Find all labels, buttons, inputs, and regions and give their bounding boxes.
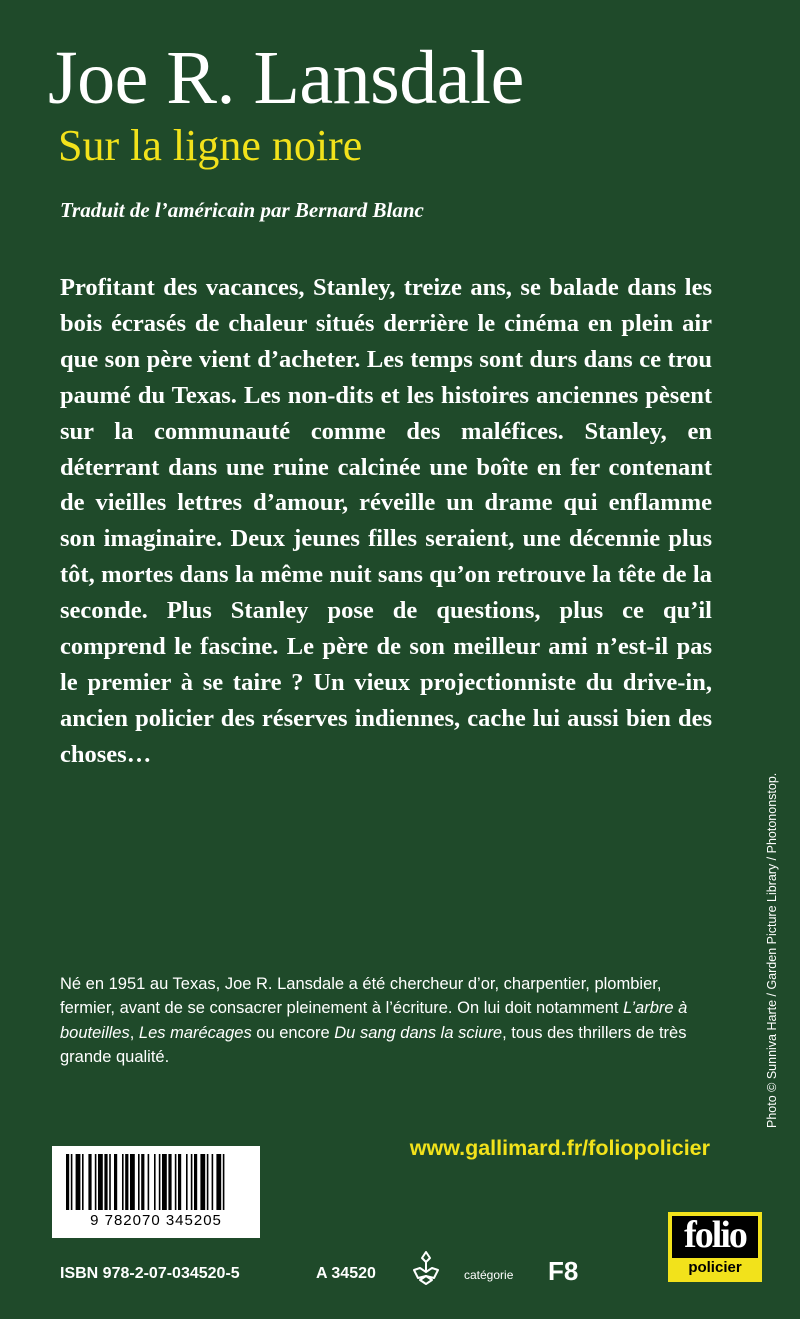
bio-separator: , — [129, 1023, 139, 1042]
barcode-bar — [216, 1154, 221, 1210]
barcode-bar — [125, 1154, 128, 1210]
barcode-bar — [71, 1154, 73, 1210]
barcode-bar — [82, 1154, 84, 1210]
barcode-bar — [207, 1154, 209, 1210]
barcode-bar — [191, 1154, 193, 1210]
barcode-bar — [178, 1154, 181, 1210]
category-label: catégorie — [464, 1268, 514, 1282]
barcode-bar — [141, 1154, 144, 1210]
barcode-bar — [95, 1154, 97, 1210]
barcode-bar — [88, 1154, 91, 1210]
barcode-bar — [200, 1154, 205, 1210]
barcode-bar — [148, 1154, 150, 1210]
website-link[interactable]: www.gallimard.fr/foliopolicier — [409, 1136, 710, 1160]
translator-credit: Traduit de l’américain par Bernard Blanc — [60, 198, 424, 222]
barcode — [52, 1146, 260, 1238]
author-name: Joe R. Lansdale — [48, 36, 524, 120]
barcode-bar — [130, 1154, 135, 1210]
photo-credit: Photo © Sunniva Harte / Garden Picture Library / Photononstop. — [765, 772, 779, 1128]
barcode-bar — [109, 1154, 111, 1210]
barcode-bar — [194, 1154, 197, 1210]
barcode-bar — [162, 1154, 167, 1210]
folio-logo-word: folio — [672, 1216, 758, 1258]
barcode-bar — [154, 1154, 156, 1210]
barcode-bar — [175, 1154, 177, 1210]
book-title: Sur la ligne noire — [58, 121, 363, 170]
barcode-bar — [122, 1154, 124, 1210]
bio-book-title: L’arbre à bouteilles — [60, 999, 688, 1042]
barcode-bar — [138, 1154, 140, 1210]
bio-book-title: Les marécages — [138, 1023, 252, 1042]
barcode-bar — [76, 1154, 81, 1210]
barcode-bar — [98, 1154, 103, 1210]
author-bio — [60, 972, 720, 1070]
barcode-bar — [159, 1154, 161, 1210]
barcode-bar — [114, 1154, 117, 1210]
bio-text: , tous des thrillers de très grande qualité. — [60, 1023, 687, 1067]
isbn-number: ISBN 978-2-07-034520-5 — [60, 1265, 240, 1282]
barcode-bar — [212, 1154, 214, 1210]
category-code: F8 — [548, 1256, 579, 1286]
bio-separator: ou encore — [251, 1023, 335, 1042]
barcode-bar — [104, 1154, 107, 1210]
barcode-digits: 9 782070 345205 — [90, 1212, 222, 1229]
gallimard-emblem-icon — [406, 1248, 446, 1288]
bio-book-title: Du sang dans la sciure — [334, 1023, 503, 1042]
folio-policier-logo — [668, 1212, 762, 1282]
barcode-bar — [66, 1154, 69, 1210]
product-code: A 34520 — [316, 1265, 376, 1282]
book-summary: Profitant des vacances, Stanley, treize ans, se balade dans les bois écrasés de chaleur situés derrière le cinéma en plein air que son père vient d’acheter. Les temps sont durs dans ce trou paumé du Texas. Les non-dits et les histoires anciennes pèsent sur la communauté comme des maléfices. Stanley, en déterrant dans une ruine calcinée une boîte en fer contenant de vieilles lettres d’amour, réveille un drame qui enflamme son imaginaire. Deux jeunes filles seraient, une décennie plus tôt, mortes dans la même nuit sans qu’on retrouve la tête de la seconde. Plus Stanley pose de questions, plus ce qu’il comprend le fascine. Le père de son meilleur ami n’est-il pas le premier à se taire ? Un vieux projectionniste du drive-in, ancien policier des réserves indiennes, cache lui aussi bien des choses… — [60, 274, 712, 768]
barcode-bar — [223, 1154, 225, 1210]
barcode-bar — [168, 1154, 171, 1210]
bio-text: Né en 1951 au Texas, Joe R. Lansdale a été chercheur d’or, charpentier, plombier, fermier, avant de se consacrer pleinement à l’écriture. On lui doit notamment — [60, 975, 662, 1018]
barcode-bar — [186, 1154, 188, 1210]
policier-logo-word: policier — [688, 1259, 742, 1276]
